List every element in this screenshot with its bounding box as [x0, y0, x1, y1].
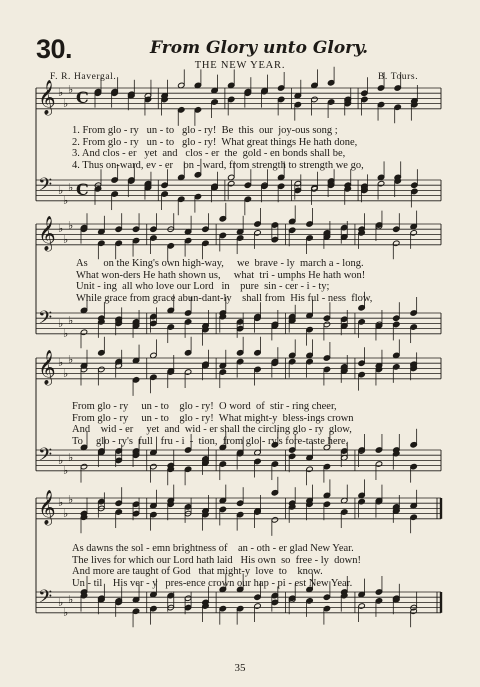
note-head: [184, 595, 191, 601]
lyric-line: 3. And clos - er yet and clos - er the gold - en bonds shall be,: [72, 148, 346, 159]
note-head: [167, 592, 174, 598]
flat-icon: ♭: [58, 317, 64, 330]
note-head: [410, 514, 417, 520]
note-head: [202, 240, 209, 246]
note-head: [80, 463, 87, 469]
note-head: [277, 85, 284, 91]
note-head: [178, 107, 185, 113]
note-head: [236, 511, 243, 517]
lyric-line: 1. From glo - ry un - to glo - ry! Be this our joy-ous song ;: [72, 125, 338, 136]
note-head: [361, 90, 368, 96]
flat-icon: ♭: [68, 314, 74, 327]
note-head: [132, 226, 139, 232]
flat-icon: ♭: [58, 596, 64, 609]
lyric-line: From glo - ry un - to glo - ry! What might-y bless-ings crown: [72, 412, 354, 424]
note-head: [410, 442, 417, 448]
flat-icon: ♭: [68, 181, 74, 194]
note-head: [411, 188, 418, 194]
note-head: [184, 466, 191, 472]
flat-icon: ♭: [63, 507, 69, 520]
note-head: [150, 605, 157, 611]
note-head: [271, 599, 278, 605]
note-head: [161, 182, 168, 188]
flat-icon: ♭: [63, 606, 69, 619]
flat-icon: ♭: [68, 83, 74, 96]
note-head: [219, 369, 226, 375]
flat-icon: ♭: [58, 184, 64, 197]
note-head: [236, 325, 243, 331]
lyrics-system-2: [76, 258, 372, 304]
note-head: [311, 96, 318, 102]
note-head: [80, 329, 87, 335]
note-head: [184, 310, 191, 316]
treble-clef-icon: 𝄞: [38, 490, 56, 525]
flat-icon: ♭: [63, 327, 69, 340]
flat-icon: ♭: [68, 219, 74, 232]
treble-clef-icon: 𝄞: [38, 216, 56, 251]
note-head: [327, 99, 334, 105]
note-head: [167, 324, 174, 330]
note-head: [184, 237, 191, 243]
note-head: [393, 240, 400, 246]
lyric-line: 2. From glo - ry un - to glo - ry! What great things He hath done,: [72, 136, 358, 148]
note-head: [219, 232, 226, 238]
note-head: [377, 180, 384, 186]
note-head: [271, 517, 278, 523]
composer-credit: B. Tours.: [378, 72, 419, 82]
note-head: [254, 230, 261, 236]
flat-icon: ♭: [68, 493, 74, 506]
note-head: [271, 236, 278, 242]
note-head: [132, 510, 139, 516]
note-head: [393, 364, 400, 370]
lyrics-system-3: [72, 401, 354, 447]
note-head: [150, 463, 157, 469]
lyric-line: And more are taught of God that might-y love to know.: [72, 566, 323, 577]
note-head: [184, 319, 191, 325]
note-head: [150, 374, 157, 380]
note-head: [254, 458, 261, 464]
flat-icon: ♭: [68, 353, 74, 366]
note-head: [194, 172, 201, 178]
hymn-subtitle: THE NEW YEAR.: [194, 60, 286, 71]
note-head: [341, 448, 348, 454]
note-head: [161, 191, 168, 197]
note-head: [150, 226, 157, 232]
treble-clef-icon: 𝄞: [38, 80, 56, 115]
note-head: [184, 447, 191, 453]
note-head: [111, 191, 118, 197]
note-head: [254, 594, 261, 600]
lyric-line: As on the King's own high-way, we brave - ly march a - long.: [76, 258, 364, 269]
note-head: [219, 506, 226, 512]
note-head: [115, 226, 122, 232]
note-head: [98, 350, 105, 356]
note-head: [271, 592, 278, 598]
note-head: [306, 598, 313, 604]
author-credit: F. R. Havergal.: [50, 72, 117, 82]
lyric-line: As dawns the sol - emn brightness of an - oth - er glad New Year.: [72, 543, 354, 554]
bass-clef-icon: 𝄢: [38, 308, 53, 333]
note-head: [393, 321, 400, 327]
note-head: [132, 237, 139, 243]
note-head: [244, 182, 251, 188]
note-head: [410, 324, 417, 330]
note-head: [254, 221, 261, 227]
lyric-line: The lives for which our Lord hath laid His own so free - ly down!: [72, 554, 361, 566]
lyrics-system-1: [72, 125, 364, 171]
note-head: [178, 196, 185, 202]
note-head: [132, 501, 139, 507]
note-head: [306, 221, 313, 227]
note-head: [306, 358, 313, 364]
note-head: [277, 96, 284, 102]
flat-icon: ♭: [63, 97, 69, 110]
note-head: [289, 453, 296, 459]
lyric-line: To glo - ry's full fru - i - tion, from glo - ry's fore-taste here,: [72, 435, 349, 447]
bass-clef-icon: 𝄢: [38, 445, 53, 470]
note-head: [358, 603, 365, 609]
note-head: [254, 366, 261, 372]
note-head: [377, 85, 384, 91]
flat-icon: ♭: [58, 496, 64, 509]
note-head: [254, 350, 261, 356]
note-head: [411, 182, 418, 188]
note-head: [111, 177, 118, 183]
note-head: [323, 501, 330, 507]
note-head: [375, 447, 382, 453]
note-head: [323, 315, 330, 321]
note-head: [271, 490, 278, 496]
note-head: [393, 226, 400, 232]
page-number: 35: [234, 662, 246, 674]
note-head: [236, 350, 243, 356]
note-head: [98, 498, 105, 504]
note-head: [150, 235, 157, 241]
note-head: [236, 500, 243, 506]
bass-clef-icon: 𝄢: [38, 587, 53, 612]
flat-icon: ♭: [68, 451, 74, 464]
lyric-line: While grace from grace abun-dant-ly shall from His ful - ness flow,: [76, 292, 373, 304]
lyric-line: And wid - er yet and wid - er shall the circling glo - ry glow,: [72, 424, 352, 435]
note-head: [115, 509, 122, 515]
flat-icon: ♭: [63, 194, 69, 207]
note-head: [358, 319, 365, 325]
note-head: [219, 216, 226, 222]
flat-icon: ♭: [63, 233, 69, 246]
hymn-title: From Glory unto Glory.: [150, 38, 368, 58]
note-head: [341, 224, 348, 230]
note-head: [375, 589, 382, 595]
lyric-line: Unit - ing all who love our Lord in pure sin - cer - i - ty;: [76, 281, 330, 292]
note-head: [236, 319, 243, 325]
note-head: [394, 85, 401, 91]
note-head: [358, 360, 365, 366]
note-head: [323, 355, 330, 361]
note-head: [294, 101, 301, 107]
note-head: [254, 603, 261, 609]
lyric-line: 4. Thus on-ward, ev - er on - ward, from strength to strength we go,: [72, 159, 364, 171]
note-head: [306, 466, 313, 472]
note-head: [115, 448, 122, 454]
note-head: [377, 101, 384, 107]
note-head: [375, 461, 382, 467]
note-head: [289, 358, 296, 364]
flat-icon: ♭: [58, 454, 64, 467]
note-head: [194, 193, 201, 199]
flat-icon: ♭: [63, 367, 69, 380]
note-head: [271, 461, 278, 467]
note-head: [150, 511, 157, 517]
flat-icon: ♭: [68, 593, 74, 606]
note-head: [358, 305, 365, 311]
note-head: [410, 463, 417, 469]
note-head: [98, 240, 105, 246]
note-head: [323, 463, 330, 469]
lyric-line: What won-ders He hath shown us, what tri - umphs He hath won!: [76, 269, 366, 281]
note-head: [228, 96, 235, 102]
note-head: [219, 605, 226, 611]
flat-icon: ♭: [58, 356, 64, 369]
note-head: [393, 315, 400, 321]
note-head: [211, 99, 218, 105]
note-head: [150, 313, 157, 319]
note-head: [132, 377, 139, 383]
hymn-number: 30.: [36, 34, 73, 64]
note-head: [306, 235, 313, 241]
note-head: [375, 598, 382, 604]
note-head: [294, 180, 301, 186]
note-head: [219, 461, 226, 467]
note-head: [410, 230, 417, 236]
note-head: [306, 326, 313, 332]
note-head: [132, 608, 139, 614]
note-head: [271, 222, 278, 228]
note-head: [277, 183, 284, 189]
flat-icon: ♭: [63, 464, 69, 477]
note-head: [98, 366, 105, 372]
note-head: [289, 447, 296, 453]
common-time-icon: C: [76, 88, 89, 107]
lyric-line: Un - til His ver - y pres-ence crown our hap - pi - est New Year.: [72, 577, 353, 589]
note-head: [184, 350, 191, 356]
note-head: [236, 605, 243, 611]
note-head: [115, 500, 122, 506]
note-head: [289, 227, 296, 233]
note-head: [150, 320, 157, 326]
note-head: [341, 509, 348, 515]
note-head: [327, 80, 334, 86]
note-head: [202, 226, 209, 232]
bass-clef-icon: 𝄢: [38, 175, 53, 200]
lyric-line: From glo - ry un - to glo - ry! O word of stir - ring cheer,: [72, 401, 337, 412]
note-head: [410, 310, 417, 316]
flat-icon: ♭: [58, 86, 64, 99]
note-head: [323, 594, 330, 600]
note-head: [358, 498, 365, 504]
note-head: [184, 504, 191, 510]
note-head: [323, 321, 330, 327]
note-head: [236, 358, 243, 364]
note-head: [361, 96, 368, 102]
note-head: [115, 457, 122, 463]
note-head: [115, 240, 122, 246]
flat-icon: ♭: [58, 222, 64, 235]
lyrics-system-4: [72, 543, 361, 589]
note-head: [323, 605, 330, 611]
note-head: [184, 604, 191, 610]
note-head: [323, 366, 330, 372]
note-head: [294, 187, 301, 193]
note-head: [244, 196, 251, 202]
note-head: [194, 107, 201, 113]
note-head: [341, 316, 348, 322]
note-head: [184, 369, 191, 375]
note-head: [236, 235, 243, 241]
note-head: [394, 104, 401, 110]
common-time-icon: C: [76, 180, 89, 199]
note-head: [167, 243, 174, 249]
note-head: [358, 371, 365, 377]
note-head: [228, 180, 235, 186]
treble-clef-icon: 𝄞: [38, 350, 56, 385]
